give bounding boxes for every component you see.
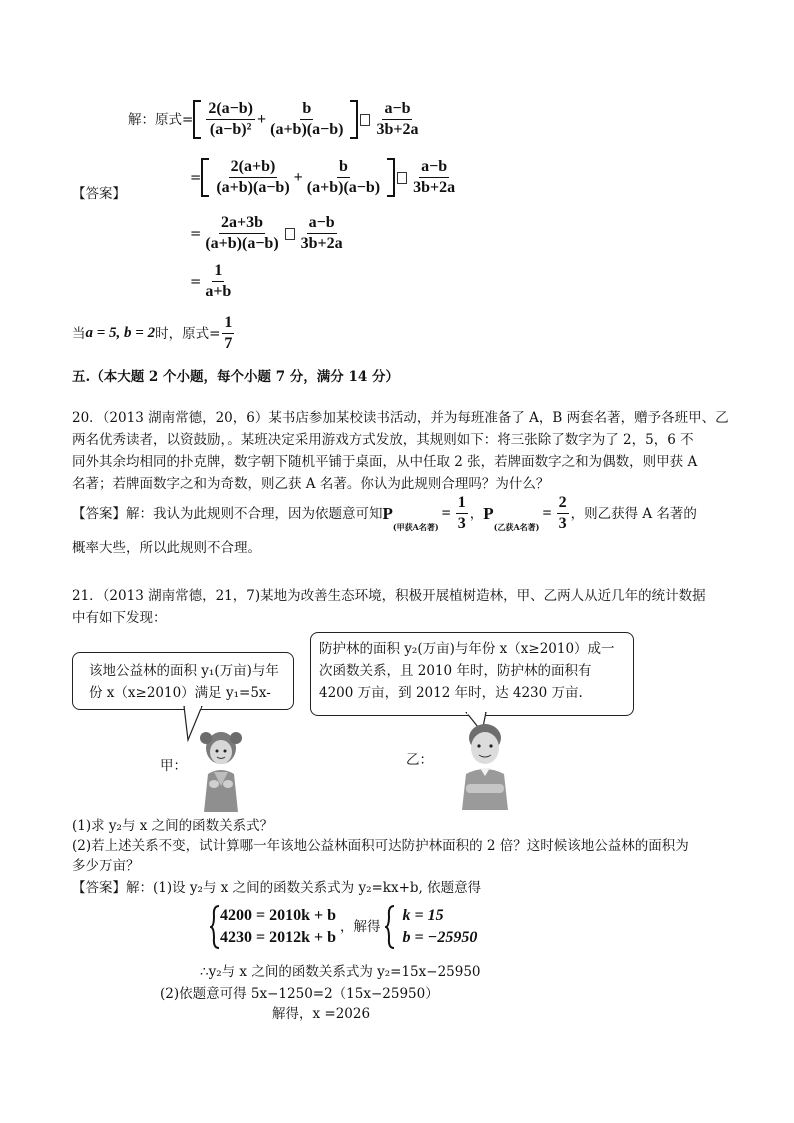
frac-num: b [300,100,313,120]
prob-subscript: (乙获A名著) [493,522,540,532]
part-2-result: 解得，x =2026 [272,1006,371,1022]
bubble-right-line-1: 防护林的面积 y₂(万亩)与年份 x（x≥2010）成一 [319,641,615,657]
frac-den: 3b+2a [376,121,419,138]
q20-line-4: 名著；若牌面数字之和为奇数，则乙获 A 名著。你认为此规则合理吗？为什么？ [72,476,550,492]
frac-num: a−b [307,214,337,234]
section-5-title: 五.（本大题 2 个小题，每个小题 7 分，满分 14 分） [72,369,399,385]
equals: = [190,225,202,242]
frac-den: (a+b)(a−b) [216,179,290,196]
part-2-line: (2)依题意可得 5x−1250=2（15x−25950） [160,986,439,1002]
speech-bubble-left [72,652,294,710]
left-brace-icon [210,904,220,950]
bubble-left-line-2: 份 x（x≥2010）满足 y₁=5x- [89,685,271,701]
system-eq-1: 4200 = 2010k + b [220,907,337,924]
plus-sign: + [256,110,267,128]
q21-sub-1: (1)求 y₂与 x 之间的函数关系式？ [72,818,274,834]
comma: ， [469,505,484,522]
plus-sign: + [293,168,303,186]
frac-num: b [337,158,350,178]
frac-den: (a+b)(a−b) [270,121,344,138]
frac-den: (a−b)² [209,121,252,138]
prob-symbol: P [483,503,494,523]
q20-answer-line: 【答案】 解：我认为此规则不合理，因为依题意可知 P (甲获A名著) = $\frac{1}{3}$ ， P (乙获A名著) = $\frac{2}{3}$ ，则乙获得 A 名著的 [72,494,697,532]
frac-den: 3b+2a [300,235,343,252]
q21-sub-2-line-2: 多少万亩？ [72,858,140,874]
solution-line-1 [128,100,422,139]
frac-num: 2(a−b) [206,100,255,120]
answer-text: 解：(1)设 y₂与 x 之间的函数关系式为 y₂=kx+b, 依题意得 [126,880,482,896]
solution-line-3 [190,214,347,253]
q20-line-3: 同外其余均相同的扑克牌，数字朝下随机平铺于桌面，从中任取 2 张，若牌面数字之和为偶数，则甲获 A [72,454,698,470]
answer-text: 解：我认为此规则不合理，因为依题意可知 [126,505,383,522]
q20-line-2: 两名优秀读者，以资鼓励，。某班决定采用游戏方式发放，其规则如下：将三张除了数字为了 2，5，6 不 [72,432,694,448]
frac-den: 3b+2a [413,179,456,196]
frac-den: a+b [205,283,232,300]
prob-num: 2 [557,494,569,514]
big-bracket [193,100,358,139]
substitution-line [72,314,236,353]
q20-line-1: 20．（2013 湖南常德，20，6）某书店参加某校读书活动，并为每班准备了 A，B 两套名著，赠予各班甲、乙 [72,410,729,426]
prob-subscript: (甲获A名著) [392,522,439,532]
boy-figure-icon [452,720,518,810]
frac-num: 2(a+b) [229,158,278,178]
answer-tail: ，则乙获得 A 名著的 [570,505,697,522]
frac-den: (a+b)(a−b) [306,179,381,196]
answer-tag: 【答案】 [72,505,126,522]
q21-line-1: 21．（2013 湖南常德，21，7)某地为改善生态环境，积极开展植树造林，甲、乙两人从近几年的统计数据 [72,588,706,604]
jia-label: 甲： [160,758,187,774]
bubble-left-line-1: 该地公益林的面积 y₁(万亩)与年 [89,663,279,679]
prob-num: 1 [456,494,468,514]
frac-den: (a+b)(a−b) [205,235,279,252]
left-brace-icon [385,904,395,950]
equation-system [210,904,477,950]
solution-k: k = 15 [402,907,444,924]
frac-num: 2a+3b [219,214,265,234]
bubble-right-line-3: 4200 万亩，到 2012 年时，达 4230 万亩. [319,685,583,701]
result-num: 1 [222,314,234,334]
prob-symbol: P [382,503,393,523]
frac-num: a−b [382,100,412,120]
q21-sub-2-line-1: (2)若上述关系不变，试计算哪一年该地公益林面积可达防护林面积的 2 倍？这时候该地公益林的面积为 [72,838,689,854]
equals: = [190,273,202,290]
bubble-right-line-2: 次函数关系，且 2010 年时，防护林的面积有 [319,663,592,679]
solution-line-2 [190,158,459,197]
q20-conclusion: 概率大些，所以此规则不合理。 [72,540,261,556]
prob-den: 3 [558,515,567,532]
answer-tag: 【答案】 [72,880,126,896]
when-prefix: 当 [72,325,86,342]
girl-figure-icon [186,728,256,812]
yi-label: 乙： [406,752,433,768]
frac-num: 1 [212,262,224,282]
missing-glyph-box [285,228,295,240]
solution-b: b = −25950 [402,929,478,946]
prob-den: 3 [457,515,466,532]
when-suffix: 时，原式= [155,325,221,342]
answer-tag: 【答案】 [72,186,126,202]
result-den: 7 [224,335,233,352]
speech-bubble-right [310,632,634,716]
q21-answer-line [72,878,481,898]
when-values: a = 5, b = 2 [85,325,156,341]
big-bracket [201,158,395,197]
therefore-line: ∴y₂与 x 之间的函数关系式为 y₂=15x−25950 [200,964,481,980]
jie-label: 解：原式= [128,111,194,128]
q21-line-2: 中有如下发现： [72,610,167,626]
missing-glyph-box [360,114,370,126]
equals: = [190,169,202,186]
solution-line-4 [190,262,235,301]
frac-num: a−b [419,158,449,178]
system-eq-2: 4230 = 2012k + b [220,929,337,946]
missing-glyph-box [397,172,407,184]
solve-label: ，解得 [340,919,381,935]
